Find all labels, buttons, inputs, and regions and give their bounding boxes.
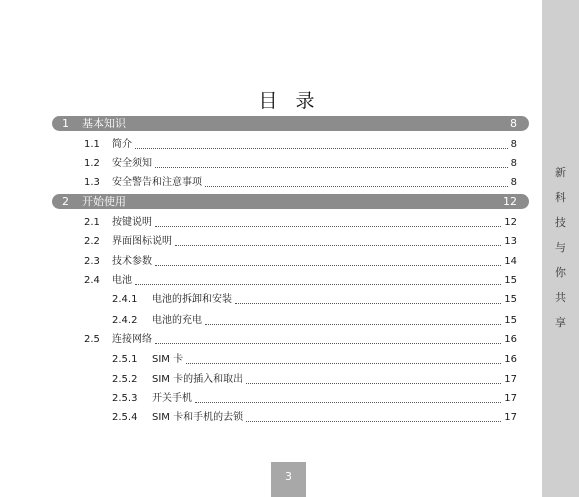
dot-leader [155, 342, 501, 344]
entry-number: 2.5.3 [112, 393, 138, 404]
entry-page: 15 [504, 315, 517, 326]
entry-title: 开关手机 [152, 393, 192, 404]
chapter-page: 12 [503, 195, 517, 208]
entry-page: 15 [504, 294, 517, 305]
entry-page: 17 [504, 393, 517, 404]
entry-number: 2.3 [84, 256, 100, 267]
toc-entry-1-2[interactable] [84, 156, 517, 171]
entry-number: 2.5.1 [112, 354, 138, 365]
dot-leader [155, 166, 508, 168]
side-char: 与 [555, 241, 566, 254]
dot-leader [205, 185, 508, 187]
chapter-page: 8 [510, 117, 517, 130]
toc-entry-2-1[interactable] [84, 215, 517, 230]
dot-leader [135, 283, 501, 285]
chapter-title: 基本知识 [82, 117, 126, 130]
entry-title: 电池的拆卸和安装 [152, 294, 232, 305]
side-char: 共 [555, 291, 566, 304]
entry-number: 1.2 [84, 158, 100, 169]
entry-number: 1.1 [84, 139, 100, 150]
side-char: 科 [555, 191, 566, 204]
toc-chapter-2[interactable] [52, 194, 529, 209]
dot-leader [246, 382, 501, 384]
entry-number: 1.3 [84, 177, 100, 188]
entry-page: 14 [504, 256, 517, 267]
entry-page: 16 [504, 354, 517, 365]
entry-title: SIM 卡的插入和取出 [152, 374, 244, 385]
page-number-box [271, 462, 306, 497]
entry-page: 12 [504, 217, 517, 228]
toc-entry-2-4[interactable] [84, 273, 517, 288]
dot-leader [246, 420, 501, 422]
toc-entry-2-5-1[interactable] [112, 352, 517, 367]
entry-title: 简介 [112, 139, 132, 150]
side-char: 享 [555, 316, 566, 329]
entry-title: 安全须知 [112, 158, 152, 169]
chapter-number: 1 [62, 117, 69, 130]
entry-number: 2.5 [84, 334, 100, 345]
dot-leader [135, 147, 508, 149]
toc-entry-2-4-1[interactable] [112, 292, 517, 307]
toc-entry-2-3[interactable] [84, 254, 517, 269]
entry-title: SIM 卡和手机的去锁 [152, 412, 244, 423]
entry-title: SIM 卡 [152, 354, 184, 365]
entry-page: 13 [504, 236, 517, 247]
toc-entry-2-5-3[interactable] [112, 391, 517, 406]
entry-title: 连接网络 [112, 334, 152, 345]
toc-entry-2-4-2[interactable] [112, 313, 517, 328]
entry-page: 8 [510, 158, 517, 169]
entry-title: 界面图标说明 [112, 236, 172, 247]
dot-leader [175, 244, 501, 246]
chapter-number: 2 [62, 195, 69, 208]
entry-title: 电池的充电 [152, 315, 202, 326]
entry-title: 电池 [112, 275, 132, 286]
entry-number: 2.5.4 [112, 412, 138, 423]
side-char: 你 [555, 266, 566, 279]
toc-entry-2-5-4[interactable] [112, 410, 517, 425]
entry-number: 2.4.1 [112, 294, 138, 305]
page-number: 3 [285, 470, 292, 483]
entry-page: 8 [510, 139, 517, 150]
entry-title: 技术参数 [112, 256, 152, 267]
entry-page: 17 [504, 412, 517, 423]
entry-title: 按键说明 [112, 217, 152, 228]
entry-number: 2.4 [84, 275, 100, 286]
toc-entry-1-1[interactable] [84, 137, 517, 152]
toc-entry-2-2[interactable] [84, 234, 517, 249]
entry-page: 8 [510, 177, 517, 188]
toc-entry-2-5-2[interactable] [112, 372, 517, 387]
entry-title: 安全警告和注意事项 [112, 177, 202, 188]
entry-number: 2.4.2 [112, 315, 138, 326]
entry-number: 2.2 [84, 236, 100, 247]
dot-leader [235, 302, 501, 304]
toc-entry-2-5[interactable] [84, 332, 517, 347]
entry-number: 2.1 [84, 217, 100, 228]
dot-leader [155, 264, 501, 266]
side-char: 技 [555, 216, 566, 229]
entry-page: 17 [504, 374, 517, 385]
entry-page: 15 [504, 275, 517, 286]
dot-leader [195, 401, 501, 403]
side-char: 新 [555, 166, 566, 179]
chapter-title: 开始使用 [82, 195, 126, 208]
toc-chapter-1[interactable] [52, 116, 529, 131]
dot-leader [205, 323, 501, 325]
dot-leader [186, 362, 501, 364]
entry-page: 16 [504, 334, 517, 345]
page-title: 目 录 [258, 90, 321, 112]
entry-number: 2.5.2 [112, 374, 138, 385]
dot-leader [155, 225, 501, 227]
toc-entry-1-3[interactable] [84, 175, 517, 190]
